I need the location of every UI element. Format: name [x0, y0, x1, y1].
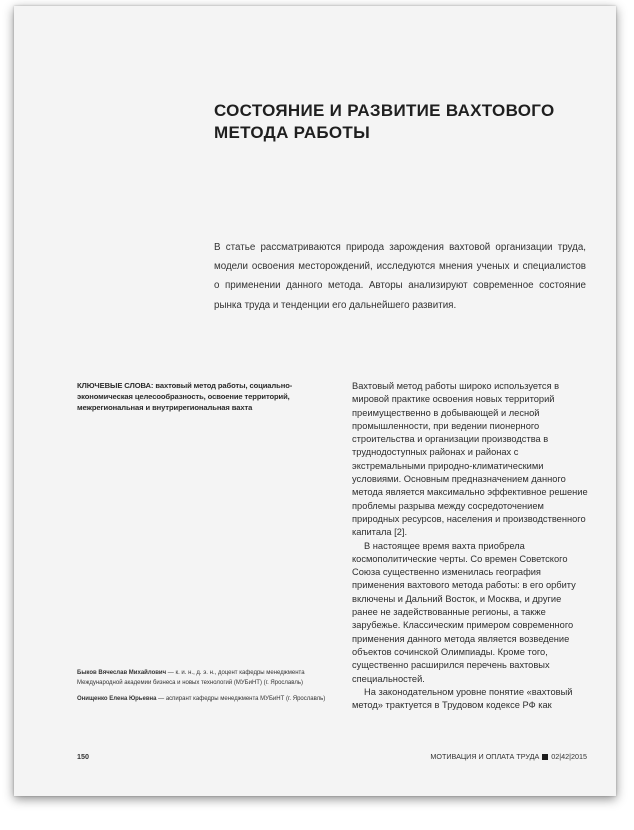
title-line-2: МЕТОДА РАБОТЫ	[214, 123, 371, 142]
body-paragraph: В настоящее время вахта приобрела космополитические черты. Со времен Советского Союза существенно изменилась география применения вахтового метода работы: в его орбиту включены и Дальний Восток, и Москва, и другие ранее не задействованные регионы, а также зарубежье. Классическим примером современного применения данного метода является возведение объектов сочинской Олимпиады. Кроме того, существенно расширился перечень вахтовых специальностей.	[352, 540, 576, 684]
title-line-1: СОСТОЯНИЕ И РАЗВИТИЕ ВАХТОВОГО	[214, 101, 555, 120]
journal-info	[430, 752, 587, 761]
keywords-text: вахтовый метод работы, социально-экономическая целесообразность, освоение территорий, межрегиональная и внутрирегиональная вахта	[77, 381, 293, 412]
journal-name: МОТИВАЦИЯ И ОПЛАТА ТРУДА	[430, 752, 540, 761]
author-info: — к. и. н., д. э. н., доцент кафедры менеджмента Международной академии бизнеса и новых технологий (МУБиНТ) (г. Ярославль)	[77, 670, 305, 686]
author-entry	[77, 694, 339, 704]
keywords-block	[77, 380, 335, 413]
body-paragraph: Вахтовый метод работы широко используется в мировой практике освоения новых территорий преимущественно в добывающей и лесной промышленности, при ведении пионерного строительства и организации производства в труднодоступных районах и районах с экстремальными природно-климатическими условиями. Основным предназначением данного метода является максимально эффективное решение проблемы разрыва между сосредоточением природных ресурсов, населения и производственного капитала [2].	[352, 381, 588, 538]
author-name: Онищенко Елена Юрьевна	[77, 696, 157, 702]
article-body	[352, 380, 588, 712]
body-paragraph: На законодательном уровне понятие «вахтовый метод» трактуется в Трудовом кодексе РФ как	[352, 686, 573, 711]
article-abstract: В статье рассматриваются природа зарождения вахтовой организации труда, модели освоения месторождений, исследуются мнения ученых и специалистов о применении данного метода. Авторы анализируют современное состояние рынка труда и тенденции его дальнейшего развития.	[214, 242, 586, 311]
authors-block	[77, 668, 339, 710]
page-number: 150	[77, 752, 89, 761]
author-entry	[77, 668, 339, 688]
page-footer	[77, 752, 587, 761]
author-info: — аспирант кафедры менеджмента МУБиНТ (г. Ярославль)	[156, 696, 326, 702]
keywords-label: КЛЮЧЕВЫЕ СЛОВА:	[77, 381, 154, 390]
article-title	[214, 100, 574, 144]
author-name: Быков Вячеслав Михайлович	[77, 670, 167, 676]
journal-issue: 02|42|2015	[551, 752, 587, 761]
square-bullet-icon	[542, 754, 548, 760]
document-page	[14, 6, 616, 796]
